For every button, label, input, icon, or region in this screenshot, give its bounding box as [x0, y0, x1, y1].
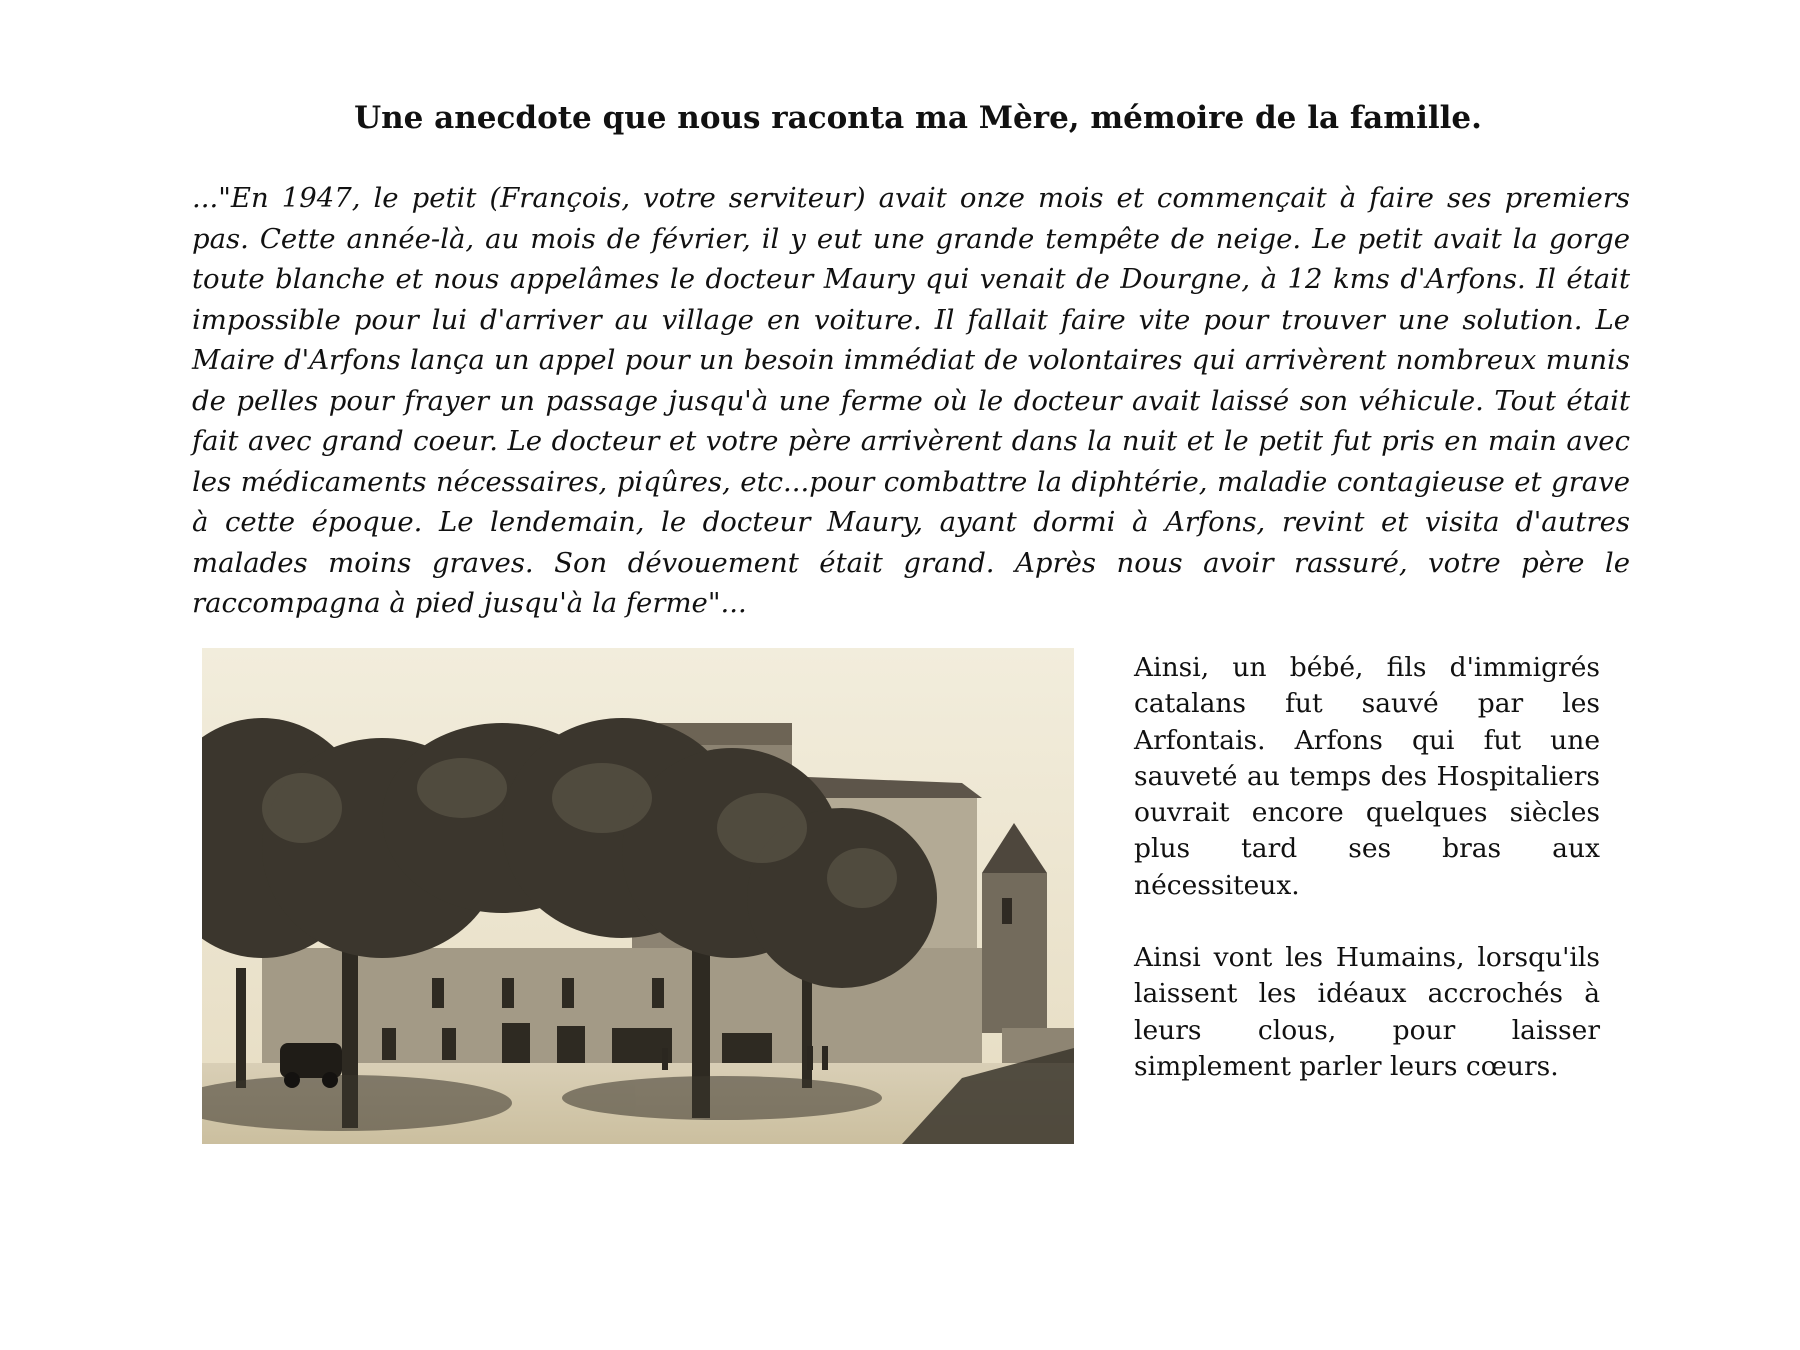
anecdote-paragraph: ..."En 1947, le petit (François, votre serviteur) avait onze mois et commençait à faire ses premiers pas. Cette année-là, au mois de février, il y eut une grande tempête de neige. Le petit avait la gorge toute blanche et nous appelâmes le docteur Maury qui venait de Dourgne, à 12 kms d'Arfons. Il était impossible pour lui d'arriver au village en voiture. Il fallait faire vite pour trouver une solution. Le Maire d'Arfons lança un appel pour un besoin immédiat de volontaires qui arrivèrent nombreux munis de pelles pour frayer un passage jusqu'à une ferme où le docteur avait laissé son véhicule. Tout était fait avec grand coeur. Le docteur et votre père arrivèrent dans la nuit et le petit fut pris en main avec les médicaments nécessaires, piqûres, etc...pour combattre la diphtérie, maladie contagieuse et grave à cette époque. Le lendemain, le docteur Maury, ayant dormi à Arfons, revint et visita d'autres malades moins graves. Son dévouement était grand. Après nous avoir rassuré, votre père le raccompagna à pied jusqu'à la ferme"...: [192, 182, 1630, 619]
village-square-photo: [202, 648, 1074, 1144]
side-paragraph-1: Ainsi, un bébé, fils d'immigrés catalans fut sauvé par les Arfontais. Arfons qui fut une sauveté au temps des Hospitaliers ouvrait encore quelques siècles plus tard ses bras aux nécessiteux.: [1134, 652, 1600, 901]
side-commentary: [1134, 650, 1600, 1121]
side-paragraph-2: Ainsi vont les Humains, lorsqu'ils laissent les idéaux accrochés à leurs clous, pour laisser simplement parler leurs cœurs.: [1134, 942, 1600, 1082]
page-title: Une anecdote que nous raconta ma Mère, mémoire de la famille.: [354, 100, 1482, 136]
